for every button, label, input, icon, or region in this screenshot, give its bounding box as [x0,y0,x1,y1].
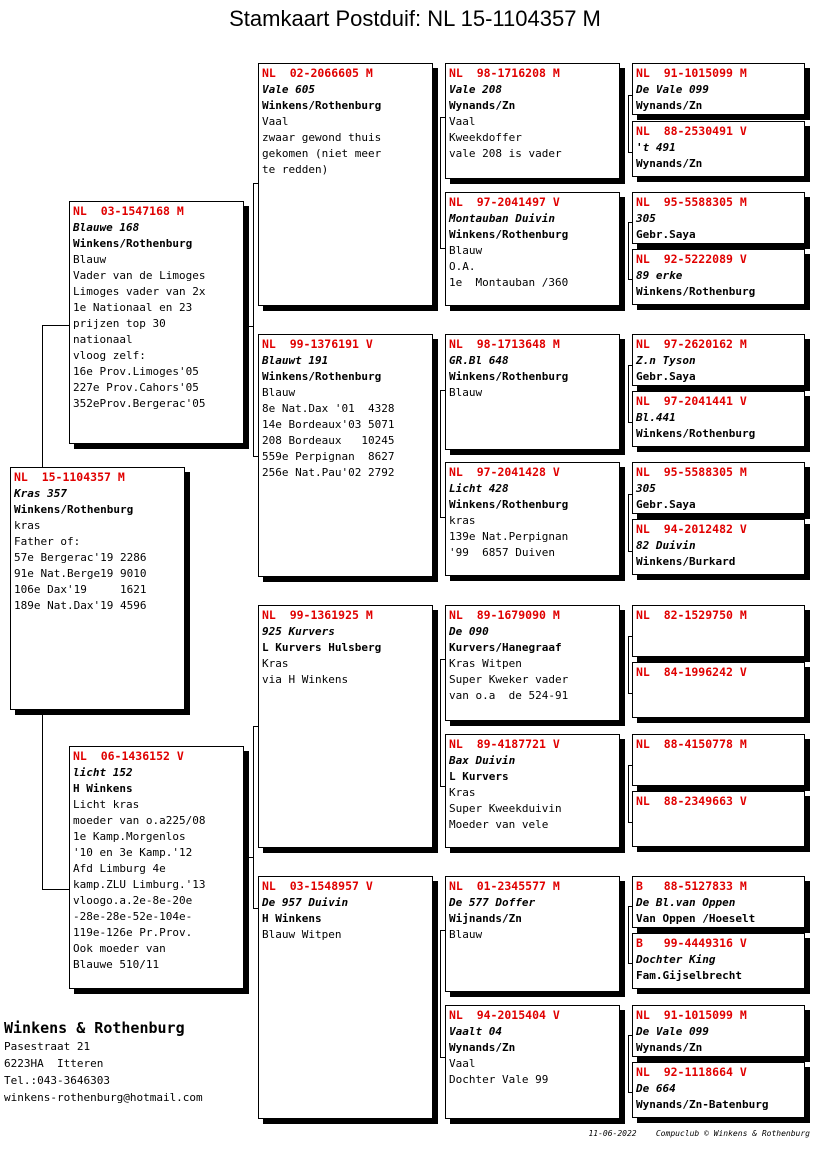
pigeon-name: Dochter King [636,953,716,966]
pigeon-card-subject[interactable] [10,467,185,710]
ring-number: NL 98-1713648 M [449,337,560,351]
pigeon-note: Blauw [449,244,483,257]
pigeon-name: Kras 357 [14,487,67,500]
pigeon-note: vloogo.a.2e-8e-20e [73,894,193,907]
pigeon-name: 82 Duivin [636,539,696,552]
pigeon-owner: Wynands/Zn [636,99,703,112]
pigeon-name: Vaalt 04 [449,1025,502,1038]
pigeon-owner: Winkens/Rothenburg [636,285,756,298]
breeder-phone: Tel.:043-3646303 [4,1074,110,1087]
pigeon-note: Vaal [262,115,289,128]
pigeon-note: moeder van o.a225/08 [73,814,206,827]
pigeon-note: 189e Nat.Dax'19 4596 [14,599,147,612]
pigeon-note: 16e Prov.Limoges'05 [73,365,199,378]
ring-number: NL 06-1436152 V [73,749,184,763]
pigeon-note: Dochter Vale 99 [449,1073,549,1086]
pigeon-card-dam-sire[interactable] [258,605,433,848]
breeder-email[interactable]: winkens-rothenburg@hotmail.com [4,1091,203,1104]
pigeon-name: Montauban Duivin [449,212,555,225]
pigeon-name: Vale 605 [262,83,315,96]
pigeon-name: Z.n Tyson [636,354,696,367]
pigeon-owner: L Kurvers [449,770,509,783]
connector [253,183,254,326]
pigeon-note: 559e Perpignan 8627 [262,450,395,463]
pigeon-note: Kras Witpen [449,657,522,670]
pigeon-owner: Wijnands/Zn [449,912,522,925]
pigeon-owner: Wynands/Zn [636,1041,703,1054]
pigeon-note: vale 208 is vader [449,147,562,160]
ring-number: NL 97-2041441 V [636,394,747,408]
pigeon-note: 119e-126e Pr.Prov. [73,926,193,939]
pigeon-note: -28e-28e-52e-104e- [73,910,193,923]
ring-number: NL 97-2620162 M [636,337,747,351]
pigeon-note: Blauwe 510/11 [73,958,160,971]
pigeon-note: prijzen top 30 [73,317,166,330]
connector [628,365,629,422]
pigeon-owner: Wynands/Zn-Batenburg [636,1098,769,1111]
pigeon-card-g3[interactable] [632,334,805,386]
pigeon-owner: Winkens/Rothenburg [449,498,569,511]
pigeon-name: De 577 Doffer [449,896,536,909]
pigeon-note: kras [449,514,476,527]
pigeon-note: 14e Bordeaux'03 5071 [262,418,395,431]
pigeon-note: 352eProv.Bergerac'05 [73,397,206,410]
connector [42,711,43,889]
ring-number: NL 88-4150778 M [636,737,747,751]
ring-number: NL 99-1376191 V [262,337,373,351]
pigeon-note: Licht kras [73,798,140,811]
ring-number: NL 94-2012482 V [636,522,747,536]
pigeon-note: '10 en 3e Kamp.'12 [73,846,193,859]
connector [42,889,70,890]
pigeon-name: 89 erke [636,269,683,282]
pigeon-owner: H Winkens [262,912,322,925]
pigeon-owner: Wynands/Zn [636,157,703,170]
ring-number: NL 88-2530491 V [636,124,747,138]
ring-number: NL 03-1547168 M [73,204,184,218]
pigeon-name: 305 [636,212,656,225]
pigeon-card-g3[interactable] [632,192,805,244]
pigeon-note: zwaar gewond thuis [262,131,382,144]
pigeon-owner: Winkens/Rothenburg [262,99,382,112]
connector [628,765,629,822]
pigeon-card-g3[interactable] [632,1005,805,1057]
ring-number: NL 88-2349663 V [636,794,747,808]
connector [628,636,629,693]
pigeon-name: 925 Kurvers [262,625,335,638]
ring-number: NL 02-2066605 M [262,66,373,80]
page-title: Stamkaart Postduif: NL 15-1104357 M [229,6,601,31]
pigeon-note: 8e Nat.Dax '01 4328 [262,402,395,415]
breeder-name: Winkens & Rothenburg [4,1019,185,1037]
pigeon-card-g3[interactable] [632,1062,805,1118]
connector [440,390,441,517]
pigeon-note: Kras [449,786,476,799]
connector [628,1035,629,1092]
pigeon-note: Vaal [449,115,476,128]
pigeon-note: Blauw Witpen [262,928,342,941]
pigeon-note: 1e Kamp.Morgenlos [73,830,186,843]
pigeon-card-ggp[interactable] [445,192,620,306]
pigeon-note: 208 Bordeaux 10245 [262,434,395,447]
pigeon-name: Blauwe 168 [73,221,140,234]
pigeon-card-g3[interactable] [632,462,805,514]
pigeon-card-g3[interactable] [632,791,805,847]
connector [253,726,254,908]
pigeon-note: kras [14,519,41,532]
pigeon-owner: Winkens/Rothenburg [262,370,382,383]
ring-number: NL 97-2041497 V [449,195,560,209]
connector [42,325,43,468]
pigeon-note: 106e Dax'19 1621 [14,583,147,596]
pigeon-card-g3[interactable] [632,519,805,575]
pigeon-note: 1e Montauban /360 [449,276,569,289]
ring-number: NL 01-2345577 M [449,879,560,893]
pigeon-owner: Winkens/Burkard [636,555,736,568]
connector [628,494,629,551]
pigeon-card-sire-dam[interactable] [258,334,433,577]
pigeon-owner: Kurvers/Hanegraaf [449,641,562,654]
ring-number: NL 84-1996242 V [636,665,747,679]
connector [440,659,441,786]
pigeon-note: nationaal [73,333,133,346]
pigeon-note: 139e Nat.Perpignan [449,530,569,543]
pigeon-name: De Vale 099 [636,1025,709,1038]
pigeon-name: De Vale 099 [636,83,709,96]
pigeon-note: Limoges vader van 2x [73,285,206,298]
pigeon-owner: Winkens/Rothenburg [636,427,756,440]
pigeon-card-sire-sire[interactable] [258,63,433,306]
connector [440,930,441,1057]
pigeon-name: Bax Duivin [449,754,516,767]
pigeon-note: 256e Nat.Pau'02 2792 [262,466,395,479]
pigeon-card-g3[interactable] [632,121,805,177]
pigeon-note: Ook moeder van [73,942,166,955]
pigeon-note: '99 6857 Duiven [449,546,555,559]
pigeon-name: licht 152 [73,766,133,779]
pigeon-owner: Gebr.Saya [636,498,696,511]
pigeon-note: via H Winkens [262,673,349,686]
connector [440,117,441,248]
connector [628,95,629,152]
pigeon-note: Vader van de Limoges [73,269,206,282]
pigeon-card-ggp[interactable] [445,462,620,576]
pigeon-name: De Bl.van Oppen [636,896,736,909]
pigeon-card-ggp[interactable] [445,334,620,450]
pigeon-note: 57e Bergerac'19 2286 [14,551,147,564]
breeder-info [4,1018,203,1106]
ring-number: NL 82-1529750 M [636,608,747,622]
pigeon-card-g3[interactable] [632,933,805,989]
pigeon-note: 1e Nationaal en 23 [73,301,193,314]
pigeon-owner: Fam.Gijselbrecht [636,969,742,982]
breeder-street: Pasestraat 21 [4,1040,91,1053]
pigeon-owner: Winkens/Rothenburg [73,237,193,250]
pigeon-note: Blauw [449,928,483,941]
connector [253,326,254,456]
pigeon-card-g3[interactable] [632,249,805,305]
pigeon-name: 't 491 [636,141,676,154]
ring-number: NL 98-1716208 M [449,66,560,80]
pigeon-owner: Winkens/Rothenburg [449,228,569,241]
pigeon-card-ggp[interactable] [445,734,620,848]
pigeon-owner: Wynands/Zn [449,99,516,112]
pigeon-owner: H Winkens [73,782,133,795]
pigeon-name: Vale 208 [449,83,502,96]
pigeon-card-sire[interactable] [69,201,244,444]
pigeon-name: De 090 [449,625,489,638]
pigeon-card-ggp[interactable] [445,1005,620,1119]
pigeon-card-g3[interactable] [632,391,805,447]
ring-number: NL 03-1548957 V [262,879,373,893]
pigeon-name: De 664 [636,1082,676,1095]
ring-number: NL 89-4187721 V [449,737,560,751]
ring-number: NL 91-1015099 M [636,66,747,80]
ring-number: B 88-5127833 M [636,879,747,893]
ring-number: NL 92-1118664 V [636,1065,747,1079]
pigeon-owner: Wynands/Zn [449,1041,516,1054]
connector [628,906,629,963]
pigeon-card-g3[interactable] [632,63,805,115]
pigeon-note: Kras [262,657,289,670]
ring-number: NL 95-5588305 M [636,465,747,479]
pigeon-note: Vaal [449,1057,476,1070]
ring-number: NL 91-1015099 M [636,1008,747,1022]
pigeon-owner: Winkens/Rothenburg [449,370,569,383]
ring-number: NL 15-1104357 M [14,470,125,484]
ring-number: NL 94-2015404 V [449,1008,560,1022]
pigeon-card-g3[interactable] [632,605,805,657]
pigeon-note: Super Kweekduivin [449,802,562,815]
pigeon-note: Moeder van vele [449,818,549,831]
ring-number: B 99-4449316 V [636,936,747,950]
pigeon-card-g3[interactable] [632,876,805,928]
pigeon-note: 227e Prov.Cahors'05 [73,381,199,394]
pigeon-name: GR.Bl 648 [449,354,509,367]
pigeon-owner: Winkens/Rothenburg [14,503,134,516]
pigeon-card-dam-dam[interactable] [258,876,433,1119]
pigeon-note: Afd Limburg 4e [73,862,166,875]
pigeon-owner: L Kurvers Hulsberg [262,641,382,654]
pigeon-note: O.A. [449,260,476,273]
pigeon-owner: Gebr.Saya [636,228,696,241]
ring-number: NL 89-1679090 M [449,608,560,622]
pigeon-note: 91e Nat.Berge19 9010 [14,567,147,580]
pigeon-note: Blauw [449,386,483,399]
pigeon-owner: Gebr.Saya [636,370,696,383]
pigeon-card-ggp[interactable] [445,63,620,179]
pigeon-card-g3[interactable] [632,662,805,718]
breeder-city: 6223HA Itteren [4,1057,104,1070]
pigeon-card-g3[interactable] [632,734,805,786]
pigeon-note: Super Kweker vader [449,673,569,686]
pigeon-name: Bl.441 [636,411,676,424]
pigeon-note: te redden) [262,163,329,176]
pigeon-note: kamp.ZLU Limburg.'13 [73,878,206,891]
pigeon-note: Kweekdoffer [449,131,522,144]
pigeon-card-ggp[interactable] [445,876,620,992]
pigeon-note: Father of: [14,535,81,548]
pigeon-note: Blauw [262,386,296,399]
connector [42,325,70,326]
ring-number: NL 99-1361925 M [262,608,373,622]
pigeon-note: Blauw [73,253,107,266]
pigeon-note: gekomen (niet meer [262,147,382,160]
ring-number: NL 92-5222089 V [636,252,747,266]
connector [244,857,254,858]
pigeon-name: Licht 428 [449,482,509,495]
pigeon-name: 305 [636,482,656,495]
pigeon-card-dam[interactable] [69,746,244,989]
ring-number: NL 95-5588305 M [636,195,747,209]
pigeon-note: van o.a de 524-91 [449,689,569,702]
pigeon-name: De 957 Duivin [262,896,349,909]
ring-number: NL 97-2041428 V [449,465,560,479]
footer-credit: 11-06-2022 Compuclub © Winkens & Rothenburg [588,1129,810,1138]
pigeon-owner: Van Oppen /Hoeselt [636,912,756,925]
pigeon-name: Blauwt 191 [262,354,329,367]
pigeon-note: vloog zelf: [73,349,146,362]
pigeon-card-ggp[interactable] [445,605,620,721]
connector [628,222,629,279]
